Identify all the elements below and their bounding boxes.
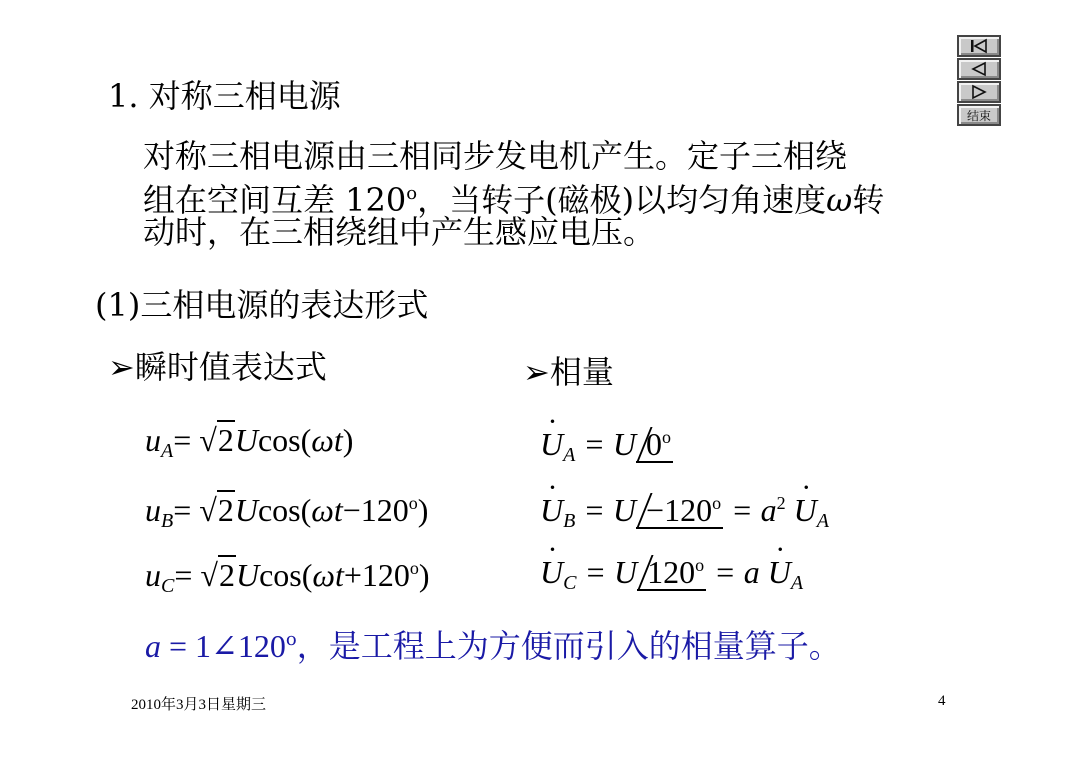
phasor-operator-note: $a = 1\angle 120^o$，是工程上为方便而引入的相量算子。 <box>145 627 841 665</box>
end-show-label: 结束 <box>966 108 991 123</box>
bullet-phasor: ➢相量 <box>523 353 614 391</box>
phasor-expression-c: $U \cdot_C = U$ 120$^o$ = a $U \cdot_A$ <box>540 548 803 603</box>
footer-page-number: 4 <box>938 693 946 709</box>
paragraph-line-2: 组在空间互差 120$^o$，当转子(磁极)以均匀角速度ω转 <box>143 181 885 219</box>
bullet-instantaneous: ➢瞬时值表达式 <box>108 348 327 386</box>
footer-date: 2010年3月3日星期三 <box>131 697 267 713</box>
paragraph-line-3: 动时，在三相绕组中产生感应电压。 <box>143 213 656 251</box>
next-page-button[interactable] <box>957 81 1001 103</box>
previous-page-icon <box>967 61 991 77</box>
next-page-icon <box>967 84 991 100</box>
section-heading: 1. 对称三相电源 <box>108 77 341 115</box>
previous-page-button[interactable] <box>957 58 1001 80</box>
phasor-expression-b: $U \cdot_B = U -120^o = a^2$ $U \cdot_A$ <box>540 483 829 541</box>
instant-expression-a: $u_A= √2Ucos(\omega t)$ <box>145 422 354 462</box>
end-show-button[interactable] <box>957 104 1001 126</box>
instant-expression-c: $u_C= √2Ucos(\omega t+120^o)$ <box>145 557 430 597</box>
first-page-icon <box>967 38 991 54</box>
phasor-expression-a: $U \cdot_A = U$ 0$^o$ <box>540 420 673 475</box>
first-page-button[interactable] <box>957 35 1001 57</box>
sub-heading: (1)三相电源的表达形式 <box>95 286 429 324</box>
paragraph-line-1: 对称三相电源由三相同步发电机产生。定子三相绕 <box>143 137 848 175</box>
instant-expression-b: $u_B= √2Ucos(\omega t-120^o)$ <box>145 492 429 532</box>
